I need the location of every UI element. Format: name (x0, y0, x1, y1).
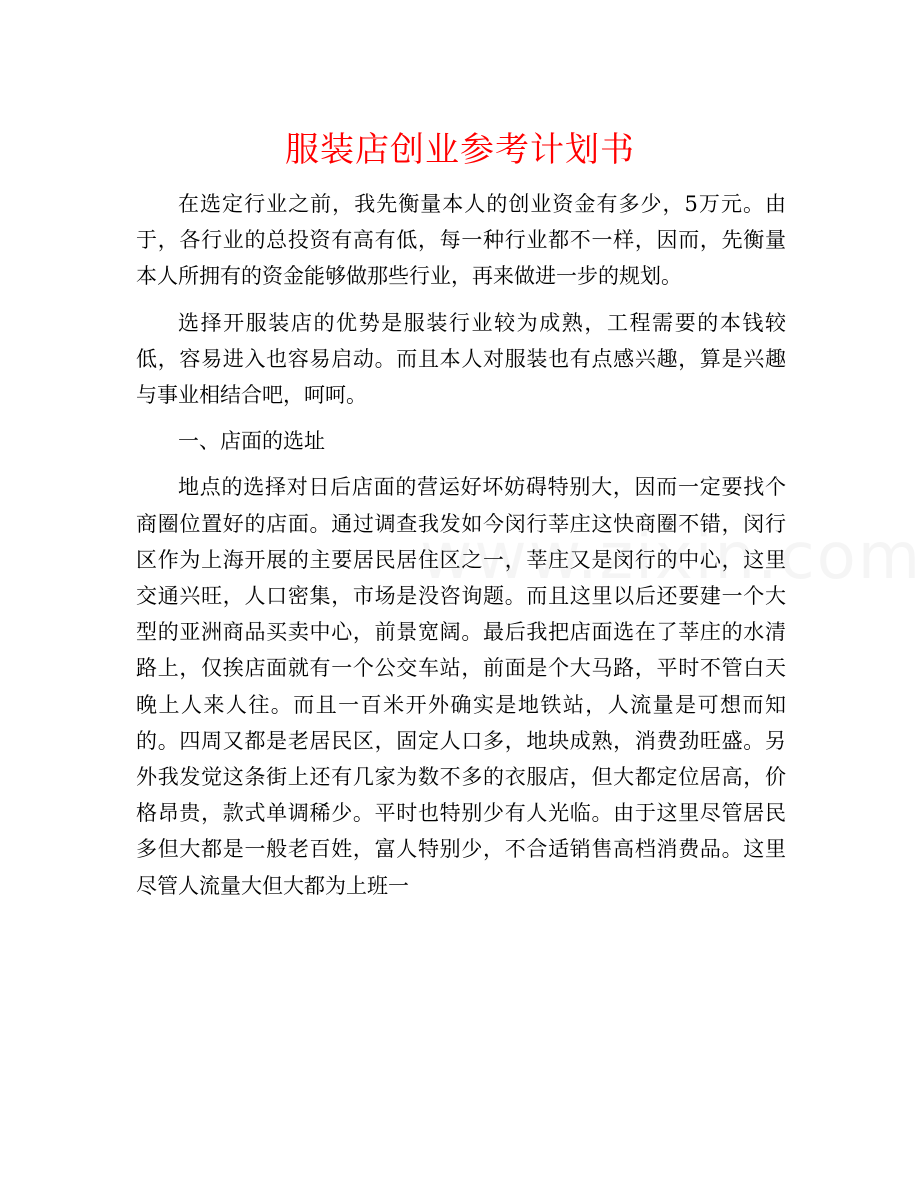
paragraph-funds: 在选定行业之前，我先衡量本人的创业资金有多少，5万元。由于，各行业的总投资有高有低，每一种行业都不一样，因而，先衡量本人所拥有的资金能够做那些行业，再来做进一步的规划。 (136, 192, 786, 289)
document-title: 服装店创业参考计划书 (285, 130, 635, 170)
paragraph-location: 地点的选择对日后店面的营运好坏妨碍特别大，因而一定要找个商圈位置好的店面。通过调查我发如今闵行莘庄这快商圈不错，闵行区作为上海开展的主要居民居住区之一，莘庄又是闵行的中心，这里交通兴旺，人口密集，市场是没咨询题。而且这里以后还要建一个大型的亚洲商品买卖中心，前景宽阔。最后我把店面选在了莘庄的水清路上，仅挨店面就有一个公交车站，前面是个大马路，平时不管白天晚上人来人往。而且一百米开外确实是地铁站，人流量是可想而知的。四周又都是老居民区，固定人口多，地块成熟，消费劲旺盛。另外我发觉这条街上还有几家为数不多的衣服店，但大都定位居高，价格昂贵，款式单调稀少。平时也特别少有人光临。由于这里尽管居民多但大都是一般老百姓，富人特别少，不合适销售高档消费品。这里尽管人流量大但大都为上班一 (136, 475, 786, 898)
paragraph-advantages: 选择开服装店的优势是服装行业较为成熟，工程需要的本钱较低，容易进入也容易启动。而且本人对服装也有点感兴趣，算是兴趣与事业相结合吧，呵呵。 (136, 310, 786, 408)
document-body (136, 186, 786, 914)
section-heading-location: 一、店面的选址 (178, 429, 325, 454)
